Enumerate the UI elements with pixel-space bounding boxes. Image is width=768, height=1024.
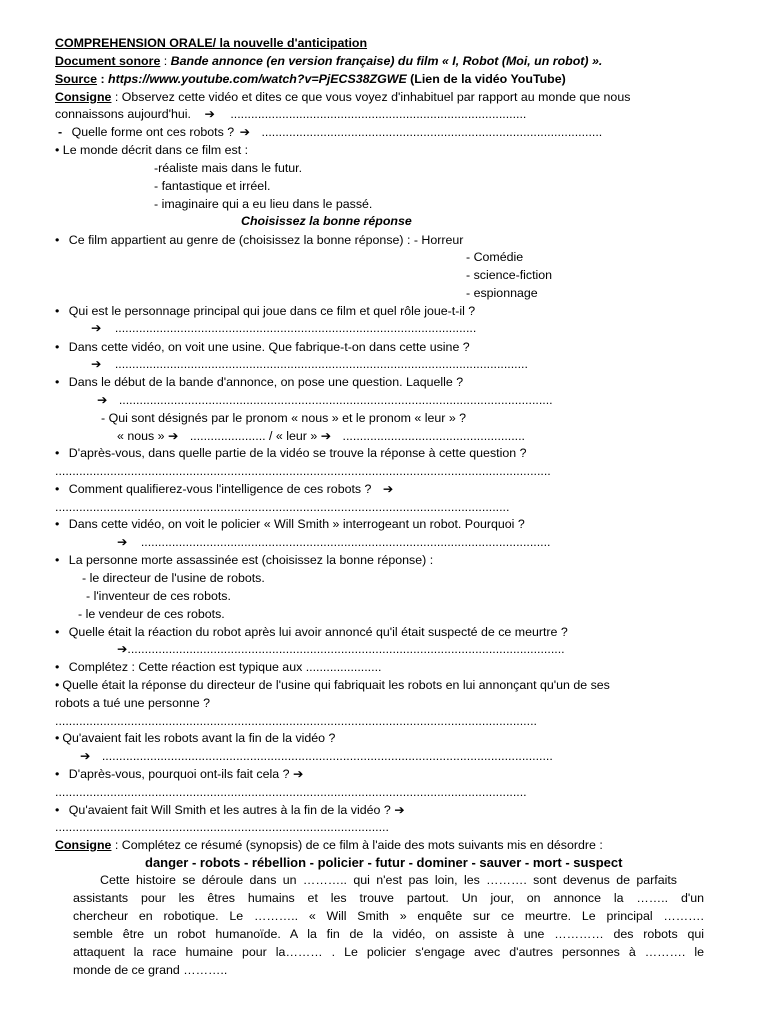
question-completez (55, 660, 381, 675)
choose-heading: Choisissez la bonne réponse (241, 214, 412, 228)
question-text: Dans cette vidéo, on voit une usine. Que fabrique-t-on dans cette usine ? (68, 340, 470, 354)
bullet-icon: • (55, 678, 60, 692)
answer-line (80, 749, 553, 764)
bullet-icon: • (55, 446, 60, 460)
consigne-text: : Observez cette vidéo et dites ce que vous voyez d'inhabituel par rapport au monde que nous (111, 90, 631, 104)
answer-dots: ...................... (189, 429, 266, 443)
question-text: Le monde décrit dans ce film est : (62, 143, 249, 157)
bullet-icon: • (55, 803, 60, 817)
worksheet-title: COMPREHENSION ORALE/ la nouvelle d'anticipation (55, 36, 368, 50)
answer-line (97, 393, 553, 408)
answer-line (117, 642, 565, 657)
question-text: Quelle était la réponse du directeur de l'usine qui fabriquait les robots en lui annonçant qu'un de ses (62, 678, 610, 692)
answer-line (117, 535, 551, 550)
question-personnage (55, 304, 475, 319)
document-line (55, 54, 602, 69)
resume-line: chercheur en robotique. Le ……….. « Will Smith » enquête sur ce meurtre. Le principal ………. (73, 909, 704, 923)
question-reaction (55, 625, 568, 640)
consigne-text-2: connaissons aujourd'hui. (55, 107, 192, 121)
arrow-icon: ➔ (97, 393, 108, 407)
monde-option: - fantastique et irréel. (154, 179, 271, 193)
arrow-icon: ➔ (168, 429, 179, 443)
bullet-icon: • (55, 143, 60, 157)
question-forme (58, 125, 602, 140)
nous-label: « nous » (117, 429, 165, 443)
question-pronom: - Qui sont désignés par le pronom « nous » et le pronom « leur » ? (101, 411, 467, 425)
answer-dots: .............................................................................................................................. (118, 393, 553, 407)
answer-dots: ...................................................................................... (230, 107, 527, 121)
bullet-icon: • (55, 731, 60, 745)
answer-dots: ......................................................................................................... (114, 321, 477, 335)
arrow-icon: ➔ (382, 482, 394, 496)
genre-option: - science-fiction (466, 268, 553, 282)
bullet-icon: • (55, 482, 60, 496)
answer-dots: ..................................................... (342, 429, 526, 443)
resume-line: attaquent la race humaine pour la……… . Le policier s'engage avec d'autres personnes à ………. le (73, 945, 704, 959)
document-separator: : (160, 54, 171, 68)
dash-marker: - (58, 125, 63, 139)
question-text: Qui est le personnage principal qui joue dans ce film et quel rôle joue-t-il ? (68, 304, 476, 318)
question-text: Quelle était la réaction du robot après lui avoir annoncé qu'il était suspecté de ce meurtre ? (68, 625, 568, 639)
arrow-icon: ➔ (394, 803, 405, 817)
question-avaient (55, 731, 335, 746)
question-intelligence (55, 482, 393, 497)
word-bank: danger - robots - rébellion - policier - futur - dominer - sauver - mort - suspect (145, 855, 623, 870)
answer-line (91, 357, 528, 372)
question-genre (55, 233, 463, 248)
answer-dots: ................................................................................................... (261, 125, 603, 139)
question-directeur-2: robots a tué une personne ? (55, 696, 210, 710)
arrow-icon: ➔ (91, 357, 102, 371)
monde-option: - imaginaire qui a eu lieu dans le passé. (154, 197, 373, 211)
answer-dots: ........................................................................................................................ (114, 357, 528, 371)
question-policier (55, 517, 525, 532)
bullet-icon: • (55, 517, 60, 531)
question-morte (55, 553, 433, 568)
morte-option: - le directeur de l'usine de robots. (82, 571, 265, 585)
arrow-icon: ➔ (292, 767, 304, 781)
leur-label: / « leur » (265, 429, 318, 443)
arrow-icon: ➔ (91, 321, 102, 335)
question-partie (55, 446, 526, 461)
question-text: Complétez : Cette réaction est typique aux ...................... (68, 660, 382, 674)
resume-line: monde de ce grand ……….. (73, 963, 228, 977)
question-laquelle (55, 375, 463, 390)
arrow-icon: ➔ (117, 535, 128, 549)
morte-option: - l'inventeur de ces robots. (86, 589, 231, 603)
consigne-label: Consigne (55, 90, 112, 104)
arrow-icon: ➔ (117, 642, 128, 656)
answer-dots: .................................................................................................................................... (55, 500, 510, 514)
question-text: D'après-vous, pourquoi ont-ils fait cela ? (68, 767, 290, 781)
question-text: Dans cette vidéo, on voit le policier « Will Smith » interrogeant un robot. Pourquoi ? (68, 517, 525, 531)
consigne-2-line (55, 838, 603, 853)
bullet-icon: • (55, 304, 60, 318)
genre-option: - Comédie (466, 250, 524, 264)
monde-option: -réaliste mais dans le futur. (154, 161, 303, 175)
bullet-icon: • (55, 767, 60, 781)
resume-line: Cette histoire se déroule dans un ……….. qui n'est pas loin, les ………. sont devenus de parfaits (100, 873, 677, 887)
consigne-line-1 (55, 90, 630, 105)
answer-dots: ....................................................................................................................... (140, 535, 551, 549)
bullet-icon: • (55, 625, 60, 639)
answer-dots: ......................................................................................................................................... (55, 785, 527, 799)
arrow-icon: ➔ (80, 749, 91, 763)
morte-option: - le vendeur de ces robots. (78, 607, 225, 621)
answer-dots: ................................................................................................................................... (101, 749, 553, 763)
arrow-icon: ➔ (239, 125, 250, 139)
consigne-text-2: : Complétez ce résumé (synopsis) de ce film à l'aide des mots suivants mis en désordre : (111, 838, 603, 852)
answer-dots: ............................................................................................................................................ (55, 714, 537, 728)
document-value: Bande annonce (en version française) du film « I, Robot (Moi, un robot) ». (170, 54, 603, 68)
pronoun-answer-line (117, 429, 525, 444)
question-text: Quelle forme ont ces robots ? (71, 125, 235, 139)
genre-option: - espionnage (466, 286, 538, 300)
question-text: La personne morte assassinée est (choisissez la bonne réponse) : (68, 553, 434, 567)
source-line (55, 72, 566, 87)
question-text: Qu'avaient fait Will Smith et les autres à la fin de la vidéo ? (68, 803, 391, 817)
answer-dots: ............................................................................................................................... (127, 642, 565, 656)
question-text: Dans le début de la bande d'annonce, on pose une question. Laquelle ? (68, 375, 464, 389)
bullet-icon: • (55, 375, 60, 389)
source-url: https://www.youtube.com/watch?v=PjECS38ZGWE (108, 72, 407, 86)
document-label: Document sonore (55, 54, 161, 68)
bullet-icon: • (55, 233, 60, 247)
resume-line: assistants pour les êtres humains et les trouve partout. Un jour, on annonce la …….. d'un (73, 891, 704, 905)
question-text: Qu'avaient fait les robots avant la fin de la vidéo ? (62, 731, 336, 745)
consigne-label-2: Consigne (55, 838, 112, 852)
answer-line (91, 321, 476, 336)
question-monde (55, 143, 248, 158)
question-directeur (55, 678, 610, 693)
source-note: (Lien de la vidéo YouTube) (406, 72, 566, 86)
source-label: Source (55, 72, 98, 86)
question-pourquoi (55, 767, 303, 782)
arrow-icon: ➔ (320, 429, 332, 443)
answer-dots: ................................................................................................. (55, 820, 389, 834)
source-separator: : (97, 72, 109, 86)
question-text: Comment qualifierez-vous l'intelligence de ces robots ? (68, 482, 372, 496)
bullet-icon: • (55, 660, 60, 674)
question-usine (55, 340, 470, 355)
consigne-line-2 (55, 107, 526, 122)
question-text: D'après-vous, dans quelle partie de la vidéo se trouve la réponse à cette question ? (68, 446, 527, 460)
question-text: Ce film appartient au genre de (choisissez la bonne réponse) : - Horreur (68, 233, 464, 247)
bullet-icon: • (55, 340, 60, 354)
bullet-icon: • (55, 553, 60, 567)
question-will (55, 803, 405, 818)
answer-dots: ................................................................................................................................................ (55, 464, 551, 478)
resume-line: semble être un robot humanoïde. A la fin de la vidéo, on assiste à une ………… des robots qui (73, 927, 704, 941)
arrow-icon: ➔ (204, 107, 215, 121)
